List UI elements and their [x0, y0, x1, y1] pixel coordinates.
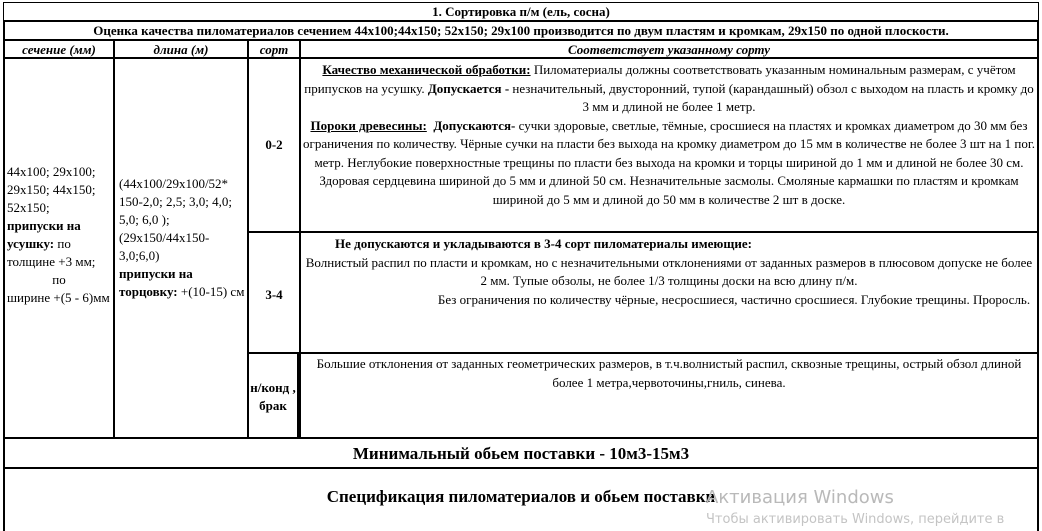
section-sizes: 44х100; 29х100; 29х150; 44х150; 52х150;: [7, 164, 96, 215]
width-allowance: ширине +(5 - 6)мм: [7, 290, 110, 305]
header-length: длина (м): [153, 42, 209, 57]
section-cell: [7, 163, 111, 307]
specification-title: Спецификация пиломатериалов и обьем поставки: [3, 469, 1039, 531]
length-cell: [119, 175, 245, 301]
allowed-text: незначительный, двусторонний, тупой (карандашный) обзол с выходом на пласть и кромку до 3 мм и длиной не более 1 метр.: [509, 80, 1034, 114]
reject-grade-label: н/конд , брак: [250, 380, 296, 413]
wood-defects-label: Пороки древесины:: [310, 117, 427, 133]
row-divider: [247, 352, 1037, 354]
windows-activation-watermark: Активация Windows: [706, 487, 894, 508]
minimum-volume: Минимальный обьем поставки - 10м3-15м3: [3, 439, 1039, 469]
windows-activation-hint: Чтобы активировать Windows, перейдите в: [706, 512, 1005, 527]
allowed-label: Допускается -: [427, 80, 510, 96]
grade-3-4-label: 3-4: [265, 287, 283, 302]
grade-3-4-text-1: Волнистый распил по пласти и кромкам, но с незначительными отклонениями от заданных размеров в плюсовом допуске не более 2 мм. Тупые обзолы, не более 1/3 толщины доски на всю длину п/м.: [305, 254, 1033, 288]
header-matches: Соответствует указанному сорту: [568, 42, 770, 57]
column-divider: [299, 41, 301, 437]
column-divider: [297, 352, 299, 437]
length-values: (44х100/29х100/52* 150-2,0; 2,5; 3,0; 4,0; 5,0; 6,0 ); (29х150/44х150-3,0;6,0): [119, 176, 233, 263]
grade-3-4-heading: Не допускаются и укладываются в 3-4 сорт пиломатериалы имеющие:: [335, 236, 752, 251]
grade-3-4-description: [303, 235, 1035, 309]
grade-0-2-description: [303, 61, 1035, 209]
grade-0-2-label: 0-2: [265, 137, 283, 152]
column-divider: [113, 41, 115, 437]
section-title: 1. Сортировка п/м (ель, сосна): [3, 2, 1039, 20]
trim-allowance-label: припуски на торцовку:: [119, 266, 193, 299]
defects-allowed-label: Допускаются-: [433, 117, 516, 133]
row-divider: [247, 231, 1037, 233]
machining-quality-label: Качество механической обработки:: [322, 62, 531, 77]
machining-quality-text: Пиломатериалы должны соответствовать указанным номинальным размерам, с учётом припусков на усушку.: [304, 62, 1016, 96]
wood-defects-text: сучки здоровые, светлые, тёмные, сросшиеся на пластях и кромках диаметром до 30 мм без ограничения по количеству. Чёрные сучки на пласти без выхода на кромку диаметром до 15 мм в количестве не более 3 шт на 1 пог. метр. Неглубокие поверхностные трещины по пласти без выхода на кромки и торцы шириной до 1 мм и длиной не более 30 см. Здоровая сердцевина шириной до 5 мм и длиной 50 см. Незначительные засмолы. Смоляные кармашки по пластям и кромкам шириной до 5 мм и длиной до 50 мм в количестве 2 шт в доске.: [303, 117, 1035, 207]
grading-table: [3, 41, 1039, 439]
trim-allowance-value: +(10-15) см: [177, 284, 245, 299]
quality-note: Оценка качества пиломатериалов сечением 44х100;44х150; 52х150; 29х100 производится по двум пластям и кромкам, 29х150 по одной плоскости.: [3, 20, 1039, 41]
reject-description: Большие отклонения от заданных геометрических размеров, в т.ч.волнистый распил, сквозные трещины, острый обзол длиной более 1 метра,червоточины,гниль, синева.: [316, 356, 1022, 390]
header-section: сечение (мм): [22, 42, 96, 57]
column-divider: [247, 41, 249, 437]
width-prefix: по: [52, 272, 66, 287]
shrink-allowance-label: припуски на усушку:: [7, 218, 81, 251]
thickness-allowance: по толщине +3 мм;: [7, 236, 96, 269]
header-grade: сорт: [259, 42, 289, 57]
grade-3-4-text-2: Без ограничения по количеству чёрные, несросшиеся, частично сросшиеся. Глубокие трещины. Проросль.: [437, 291, 1031, 307]
